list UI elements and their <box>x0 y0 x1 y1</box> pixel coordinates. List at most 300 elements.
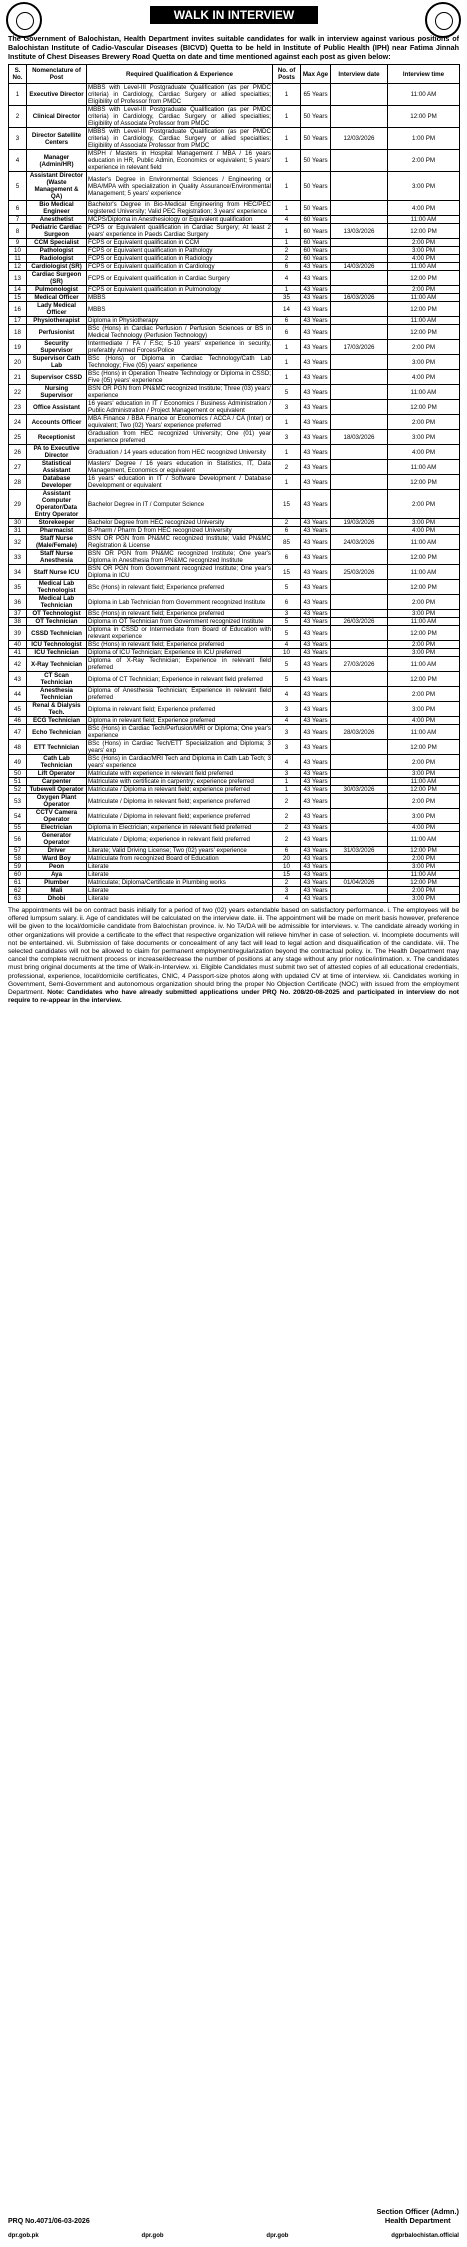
qualification: FCPS or Equivalent qualification in Pulmonology <box>87 286 273 294</box>
table-row <box>9 150 460 172</box>
qualification: BSN OR PGN from Government recognized Institute; One year's Diploma in ICU <box>88 565 271 579</box>
post-name: CSSD Technician <box>27 626 87 641</box>
post-name: Staff Nurse (Male/Female) <box>27 535 87 550</box>
post-count: 14 <box>273 302 301 317</box>
post-count: 6 <box>273 847 301 855</box>
post-count: 1 <box>273 172 301 201</box>
post-name: Cath Lab Technician <box>27 755 87 770</box>
interview-time: 11:00 AM <box>388 778 460 786</box>
post-name: Ward Boy <box>27 855 87 863</box>
table-row <box>9 672 460 687</box>
qualification: Matriculate / Diploma in relevant field; experience preferred <box>87 794 273 809</box>
interview-time: 3:00 PM <box>388 519 460 527</box>
post-count: 5 <box>273 672 301 687</box>
table-row <box>9 550 460 565</box>
interview-time: 12:00 PM <box>388 325 460 340</box>
table-row <box>9 340 460 355</box>
post-name: Radiologist <box>27 255 87 263</box>
interview-date <box>331 445 388 460</box>
max-age: 43 Years <box>301 618 331 626</box>
table-row <box>9 887 460 895</box>
post-count: 5 <box>273 618 301 626</box>
qualification: Diploma in OT Technician from Government recognized Institute <box>87 618 273 626</box>
interview-date <box>331 824 388 832</box>
serial-number: 16 <box>9 302 27 317</box>
table-row <box>9 263 460 271</box>
qualification: Graduation / 14 years education from HEC recognized University <box>87 445 273 460</box>
note-text: Note: Candidates who have already submitted applications under PRQ No. 208/20-08-2025 and participated in interview do not require to re-appear in the interview. <box>8 989 459 1005</box>
interview-date <box>331 895 388 903</box>
post-count: 1 <box>273 286 301 294</box>
post-count: 1 <box>273 355 301 370</box>
post-name: Clinical Director <box>27 106 87 128</box>
interview-date <box>331 626 388 641</box>
header <box>0 0 467 42</box>
interview-time: 12:00 PM <box>388 847 460 855</box>
post-count: 1 <box>273 778 301 786</box>
interview-date: 18/03/2026 <box>331 430 388 445</box>
serial-number: 32 <box>9 535 27 550</box>
interview-date <box>331 247 388 255</box>
table-row <box>9 239 460 247</box>
interview-time: 2:00 PM <box>388 150 460 172</box>
qualification: FCPS or Equivalent qualification in CCM <box>87 239 273 247</box>
interview-time: 2:00 PM <box>388 855 460 863</box>
post-count: 2 <box>273 247 301 255</box>
post-name: Medical Lab Technologist <box>27 580 87 595</box>
post-count: 1 <box>273 786 301 794</box>
serial-number: 19 <box>9 340 27 355</box>
qualification: Diploma in Electrician; experience in relevant field preferred <box>87 824 273 832</box>
table-row <box>9 400 460 415</box>
serial-number: 15 <box>9 294 27 302</box>
table-row <box>9 216 460 224</box>
table-row <box>9 106 460 128</box>
social-link[interactable]: dpr.gob <box>266 2233 289 2239</box>
interview-date <box>331 649 388 657</box>
post-name: Receptionist <box>27 430 87 445</box>
table-row <box>9 565 460 580</box>
qualification: Diploma in Physiotherapy <box>87 317 273 325</box>
serial-number: 62 <box>9 887 27 895</box>
qualification: Diploma in relevant field; Experience preferred <box>87 717 273 725</box>
post-count: 1 <box>273 445 301 460</box>
serial-number: 52 <box>9 786 27 794</box>
interview-time: 12:00 PM <box>388 224 460 239</box>
prq-number: PRQ No.4071/06-03-2026 <box>8 2218 90 2225</box>
max-age: 43 Years <box>301 863 331 871</box>
interview-time: 12:00 PM <box>388 879 460 887</box>
interview-date <box>331 317 388 325</box>
interview-date: 16/03/2026 <box>331 294 388 302</box>
serial-number: 13 <box>9 271 27 286</box>
max-age: 43 Years <box>301 595 331 610</box>
interview-date <box>331 239 388 247</box>
signatory-title: Section Officer (Admn.) <box>376 2207 459 2216</box>
post-count: 1 <box>273 415 301 430</box>
interview-date: 12/03/2026 <box>331 128 388 150</box>
interview-date <box>331 717 388 725</box>
post-name: Medical Officer <box>27 294 87 302</box>
qualification: Literate; Valid Driving License; Two (02) years' experience <box>87 847 273 855</box>
interview-date <box>331 832 388 847</box>
interview-time: 2:00 PM <box>388 641 460 649</box>
qualification: FCPS or Equivalent qualification in Pathology <box>87 247 273 255</box>
qualification: Diploma of Anesthesia Technician; Experience in relevant field preferred <box>88 687 271 701</box>
interview-time: 3:00 PM <box>388 430 460 445</box>
max-age: 43 Years <box>301 355 331 370</box>
post-name: Security Supervisor <box>27 340 87 355</box>
serial-number: 2 <box>9 106 27 128</box>
qualification: Matriculate / Diploma in relevant field; experience preferred <box>87 786 273 794</box>
qualification: BSN OR PGN from PN&MC recognized Institute; Three (03) years' experience <box>88 385 271 399</box>
post-name: X-Ray Technician <box>27 657 87 672</box>
serial-number: 41 <box>9 649 27 657</box>
interview-date <box>331 527 388 535</box>
post-count: 6 <box>273 550 301 565</box>
post-name: Oxygen Plant Operator <box>27 794 87 809</box>
post-name: ETT Technician <box>27 740 87 755</box>
qualification: Matriculate / Diploma in relevant field; experience preferred <box>87 809 273 824</box>
max-age: 43 Years <box>301 263 331 271</box>
qualification: MCPS/Diploma in Anesthesiology or Equivalent qualification <box>87 216 273 224</box>
post-count: 1 <box>273 150 301 172</box>
qualification: Graduation from HEC recognized University; One (01) year experience preferred <box>88 430 271 444</box>
interview-date <box>331 855 388 863</box>
post-name: Anesthesia Technician <box>27 687 87 702</box>
interview-time: 4:00 PM <box>388 717 460 725</box>
serial-number: 47 <box>9 725 27 740</box>
qualification: BSc (Hons) in Cardiac Tech/Perfusion/MRI or Diploma; One year's experience <box>88 725 271 739</box>
interview-date <box>331 887 388 895</box>
qualification: FCPS or Equivalent qualification in Cardiology <box>87 263 273 271</box>
post-count: 5 <box>273 385 301 400</box>
post-name: Medical Lab Technician <box>27 595 87 610</box>
post-name: Manager (Admin/HR) <box>27 150 87 172</box>
post-count: 15 <box>273 490 301 519</box>
qualification: BSc (Hons) in Cardiac Tech/ETT Specialization and Diploma; 3 years' exp <box>88 740 271 754</box>
table-row <box>9 657 460 672</box>
interview-time: 11:00 AM <box>388 294 460 302</box>
post-count: 6 <box>273 527 301 535</box>
max-age: 43 Years <box>301 832 331 847</box>
max-age: 43 Years <box>301 702 331 717</box>
post-count: 2 <box>273 255 301 263</box>
table-row <box>9 641 460 649</box>
interview-date <box>331 201 388 216</box>
qualification: BSc (Hons) in relevant field; Experience preferred <box>87 641 273 649</box>
post-count: 10 <box>273 863 301 871</box>
post-name: ICU Technologist <box>27 641 87 649</box>
table-row <box>9 519 460 527</box>
table-row <box>9 895 460 903</box>
serial-number: 57 <box>9 847 27 855</box>
post-count: 3 <box>273 887 301 895</box>
max-age: 43 Years <box>301 895 331 903</box>
interview-date: 19/03/2026 <box>331 519 388 527</box>
serial-number: 56 <box>9 832 27 847</box>
post-name: OT Technician <box>27 618 87 626</box>
interview-time: 2:00 PM <box>388 340 460 355</box>
qualification: FCPS or Equivalent qualification in Radiology <box>87 255 273 263</box>
interview-date <box>331 794 388 809</box>
qualification: Literate <box>87 895 273 903</box>
interview-time: 11:00 AM <box>388 832 460 847</box>
max-age: 43 Years <box>301 271 331 286</box>
qualification: FCPS or Equivalent qualification in Cardiac Surgery; At least 2 years' experience in Paeds Cardiac Surgery <box>88 224 271 238</box>
serial-number: 51 <box>9 778 27 786</box>
max-age: 43 Years <box>301 286 331 294</box>
table-row <box>9 871 460 879</box>
interview-time: 3:00 PM <box>388 770 460 778</box>
max-age: 43 Years <box>301 778 331 786</box>
max-age: 43 Years <box>301 294 331 302</box>
serial-number: 61 <box>9 879 27 887</box>
max-age: 43 Years <box>301 610 331 618</box>
serial-number: 34 <box>9 565 27 580</box>
table-row <box>9 832 460 847</box>
max-age: 50 Years <box>301 106 331 128</box>
serial-number: 37 <box>9 610 27 618</box>
serial-number: 44 <box>9 687 27 702</box>
table-row <box>9 626 460 641</box>
table-row <box>9 201 460 216</box>
post-count: 4 <box>273 895 301 903</box>
interview-date <box>331 355 388 370</box>
qualification: Diploma in Lab Technician from Government recognized Institute <box>87 595 273 610</box>
table-row <box>9 863 460 871</box>
interview-date <box>331 216 388 224</box>
post-name: Aya <box>27 871 87 879</box>
post-count: 35 <box>273 294 301 302</box>
qualification: Literate <box>87 863 273 871</box>
interview-date <box>331 475 388 490</box>
post-count: 6 <box>273 263 301 271</box>
post-name: Physiotherapist <box>27 317 87 325</box>
column-header: S. No. <box>9 65 27 84</box>
post-name: Dhobi <box>27 895 87 903</box>
max-age: 43 Years <box>301 490 331 519</box>
qualification: Diploma of X-Ray Technician; Experience in relevant field preferred <box>88 657 271 671</box>
qualification: MBBS <box>87 302 273 317</box>
interview-time: 11:00 AM <box>388 618 460 626</box>
table-row <box>9 855 460 863</box>
table-row <box>9 687 460 702</box>
table-row <box>9 794 460 809</box>
interview-time: 3:00 PM <box>388 247 460 255</box>
interview-time: 12:00 PM <box>388 271 460 286</box>
interview-date: 28/03/2026 <box>331 725 388 740</box>
interview-date <box>331 863 388 871</box>
interview-date <box>331 550 388 565</box>
max-age: 43 Years <box>301 430 331 445</box>
column-header: Max Age <box>301 65 331 84</box>
interview-time: 11:00 AM <box>388 535 460 550</box>
table-row <box>9 717 460 725</box>
interview-date: 25/03/2026 <box>331 565 388 580</box>
post-count: 4 <box>273 755 301 770</box>
interview-time: 11:00 AM <box>388 216 460 224</box>
interview-time: 11:00 AM <box>388 565 460 580</box>
table-row <box>9 649 460 657</box>
qualification: BSc (Hons) in relevant field; Experience preferred <box>87 580 273 595</box>
serial-number: 43 <box>9 672 27 687</box>
max-age: 43 Years <box>301 755 331 770</box>
serial-number: 46 <box>9 717 27 725</box>
interview-date <box>331 255 388 263</box>
post-name: Storekeeper <box>27 519 87 527</box>
post-count: 1 <box>273 239 301 247</box>
interview-date: 27/03/2026 <box>331 657 388 672</box>
table-row <box>9 460 460 475</box>
max-age: 43 Years <box>301 786 331 794</box>
table-row <box>9 702 460 717</box>
table-row <box>9 824 460 832</box>
table-row <box>9 755 460 770</box>
interview-date <box>331 302 388 317</box>
max-age: 43 Years <box>301 794 331 809</box>
serial-number: 3 <box>9 128 27 150</box>
table-row <box>9 247 460 255</box>
serial-number: 25 <box>9 430 27 445</box>
serial-number: 28 <box>9 475 27 490</box>
max-age: 60 Years <box>301 255 331 263</box>
qualification: Diploma of ICU Technician; Experience in ICU preferred <box>87 649 273 657</box>
signature-block <box>376 2207 459 2225</box>
column-header: Interview date <box>331 65 388 84</box>
post-name: Supervisor Cath Lab <box>27 355 87 370</box>
qualification: MBBS <box>87 294 273 302</box>
table-row <box>9 475 460 490</box>
interview-date <box>331 84 388 106</box>
interview-time: 11:00 AM <box>388 317 460 325</box>
serial-number: 18 <box>9 325 27 340</box>
interview-date <box>331 770 388 778</box>
table-row <box>9 294 460 302</box>
qualification: BSc (Hons) in Operation Theatre Technology or Diploma in CSSD; Five (05) years' experience <box>88 370 271 384</box>
qualification: BSN OR PGN from PN&MC recognized Institute; One year's Diploma in Anesthesia from PN&MC recognized Institute <box>88 550 271 564</box>
interview-time: 2:00 PM <box>388 286 460 294</box>
post-name: Pulmonologist <box>27 286 87 294</box>
social-link[interactable]: dpr.gob <box>141 2233 164 2239</box>
max-age: 43 Years <box>301 649 331 657</box>
max-age: 43 Years <box>301 580 331 595</box>
signatory-department: Health Department <box>384 2216 451 2225</box>
serial-number: 26 <box>9 445 27 460</box>
qualification: Matriculate / Diploma; experience in relevant field preferred <box>87 832 273 847</box>
post-count: 20 <box>273 855 301 863</box>
interview-time: 4:00 PM <box>388 824 460 832</box>
serial-number: 4 <box>9 150 27 172</box>
table-row <box>9 879 460 887</box>
qualification: 16 years' education in IT / Software Development / Database Development or equivalent <box>88 475 271 489</box>
max-age: 43 Years <box>301 325 331 340</box>
max-age: 50 Years <box>301 201 331 216</box>
post-count: 3 <box>273 430 301 445</box>
post-name: Pathologist <box>27 247 87 255</box>
post-name: Perfusionist <box>27 325 87 340</box>
serial-number: 50 <box>9 770 27 778</box>
post-name: CCTV Camera Operator <box>27 809 87 824</box>
qualification: Master's Degree in Environmental Sciences / Engineering or MBA/MPA with specialization in Quality Assurance/Environmental Management; 5 years' experience <box>87 172 273 201</box>
post-name: Tubewell Operator <box>27 786 87 794</box>
interview-time: 3:00 PM <box>388 809 460 824</box>
interview-date <box>331 595 388 610</box>
page-title: WALK IN INTERVIEW <box>150 6 318 24</box>
serial-number: 9 <box>9 239 27 247</box>
interview-time: 3:00 PM <box>388 172 460 201</box>
interview-date: 24/03/2026 <box>331 535 388 550</box>
table-row <box>9 770 460 778</box>
serial-number: 42 <box>9 657 27 672</box>
serial-number: 27 <box>9 460 27 475</box>
table-row <box>9 809 460 824</box>
interview-time: 12:00 PM <box>388 302 460 317</box>
table-row <box>9 445 460 460</box>
table-row <box>9 490 460 519</box>
post-name: Supervisor CSSD <box>27 370 87 385</box>
qualification: Bachelor's Degree in Bio-Medical Engineering from HEC/PEC registered University; Valid PEC Registration; 3 years' experience <box>88 201 271 215</box>
serial-number: 59 <box>9 863 27 871</box>
post-name: Carpenter <box>27 778 87 786</box>
interview-time: 3:00 PM <box>388 355 460 370</box>
social-link[interactable]: dpr.gob.pk <box>8 2233 39 2239</box>
serial-number: 53 <box>9 794 27 809</box>
serial-number: 5 <box>9 172 27 201</box>
max-age: 43 Years <box>301 415 331 430</box>
interview-time: 2:00 PM <box>388 239 460 247</box>
post-count: 2 <box>273 832 301 847</box>
interview-date <box>331 641 388 649</box>
interview-time: 4:00 PM <box>388 370 460 385</box>
serial-number: 55 <box>9 824 27 832</box>
post-name: Cardiologist (SR) <box>27 263 87 271</box>
social-link[interactable]: dgprbalochistan.official <box>391 2233 459 2239</box>
interview-time: 12:00 PM <box>388 580 460 595</box>
serial-number: 22 <box>9 385 27 400</box>
interview-time: 12:00 PM <box>388 672 460 687</box>
interview-date <box>331 740 388 755</box>
max-age: 43 Years <box>301 855 331 863</box>
post-count: 3 <box>273 702 301 717</box>
max-age: 60 Years <box>301 216 331 224</box>
table-row <box>9 778 460 786</box>
table-row <box>9 535 460 550</box>
post-name: ECG Technician <box>27 717 87 725</box>
max-age: 60 Years <box>301 239 331 247</box>
table-row <box>9 84 460 106</box>
post-name: OT Technologist <box>27 610 87 618</box>
serial-number: 33 <box>9 550 27 565</box>
serial-number: 8 <box>9 224 27 239</box>
table-row <box>9 302 460 317</box>
serial-number: 35 <box>9 580 27 595</box>
post-count: 1 <box>273 340 301 355</box>
post-name: Accounts Officer <box>27 415 87 430</box>
post-name: Anesthetist <box>27 216 87 224</box>
interview-date <box>331 460 388 475</box>
serial-number: 6 <box>9 201 27 216</box>
qualification: Literate <box>87 887 273 895</box>
max-age: 60 Years <box>301 224 331 239</box>
post-name: Lift Operator <box>27 770 87 778</box>
max-age: 43 Years <box>301 445 331 460</box>
max-age: 43 Years <box>301 460 331 475</box>
interview-time: 11:00 AM <box>388 263 460 271</box>
max-age: 43 Years <box>301 725 331 740</box>
serial-number: 54 <box>9 809 27 824</box>
terms-text: The appointments will be on contract basis initially for a period of two (02) years extendable based on satisfactory performance. i. The employees will be offered lumpsum salary. ii. Age of candidates will be calculated on the interview date. iii. The appointment will be made on merit basis however, preference will be given to the local/domicile candidate from Balochistan province. iv. No TA/DA will be admissible for interviews. v. The candidate already working in other organizations will provide a certificate to the effect that respective organization will relieve him/her in case of selection. vi. Incomplete documents will not be entertained. vii. Submission of fake documents or concealment of any fact will lead to legal action and disqualification of the candidate. viii. The selected candidates will not be allowed to claim for permanent employment/regularization beyond the contractual policy. ix. The Health Department may cancel the complete recruitment process or increase/decrease the number of positions at any stage without any prior notice/intimation. x. The candidates must bring original documents at the time of Walk-in-Interview. xi. Eligible Candidates must submit two set of attested copies of all educational credentials, professional, experience, local/domicile certificates, CNIC, 4 Passport-size photos along with updated CV at time of interview. xii. Candidates working in Government, Semi-Government and autonomous organization should bring the proper No Objection Certificate (NOC) with issued from the employment Department. <box>8 907 459 997</box>
